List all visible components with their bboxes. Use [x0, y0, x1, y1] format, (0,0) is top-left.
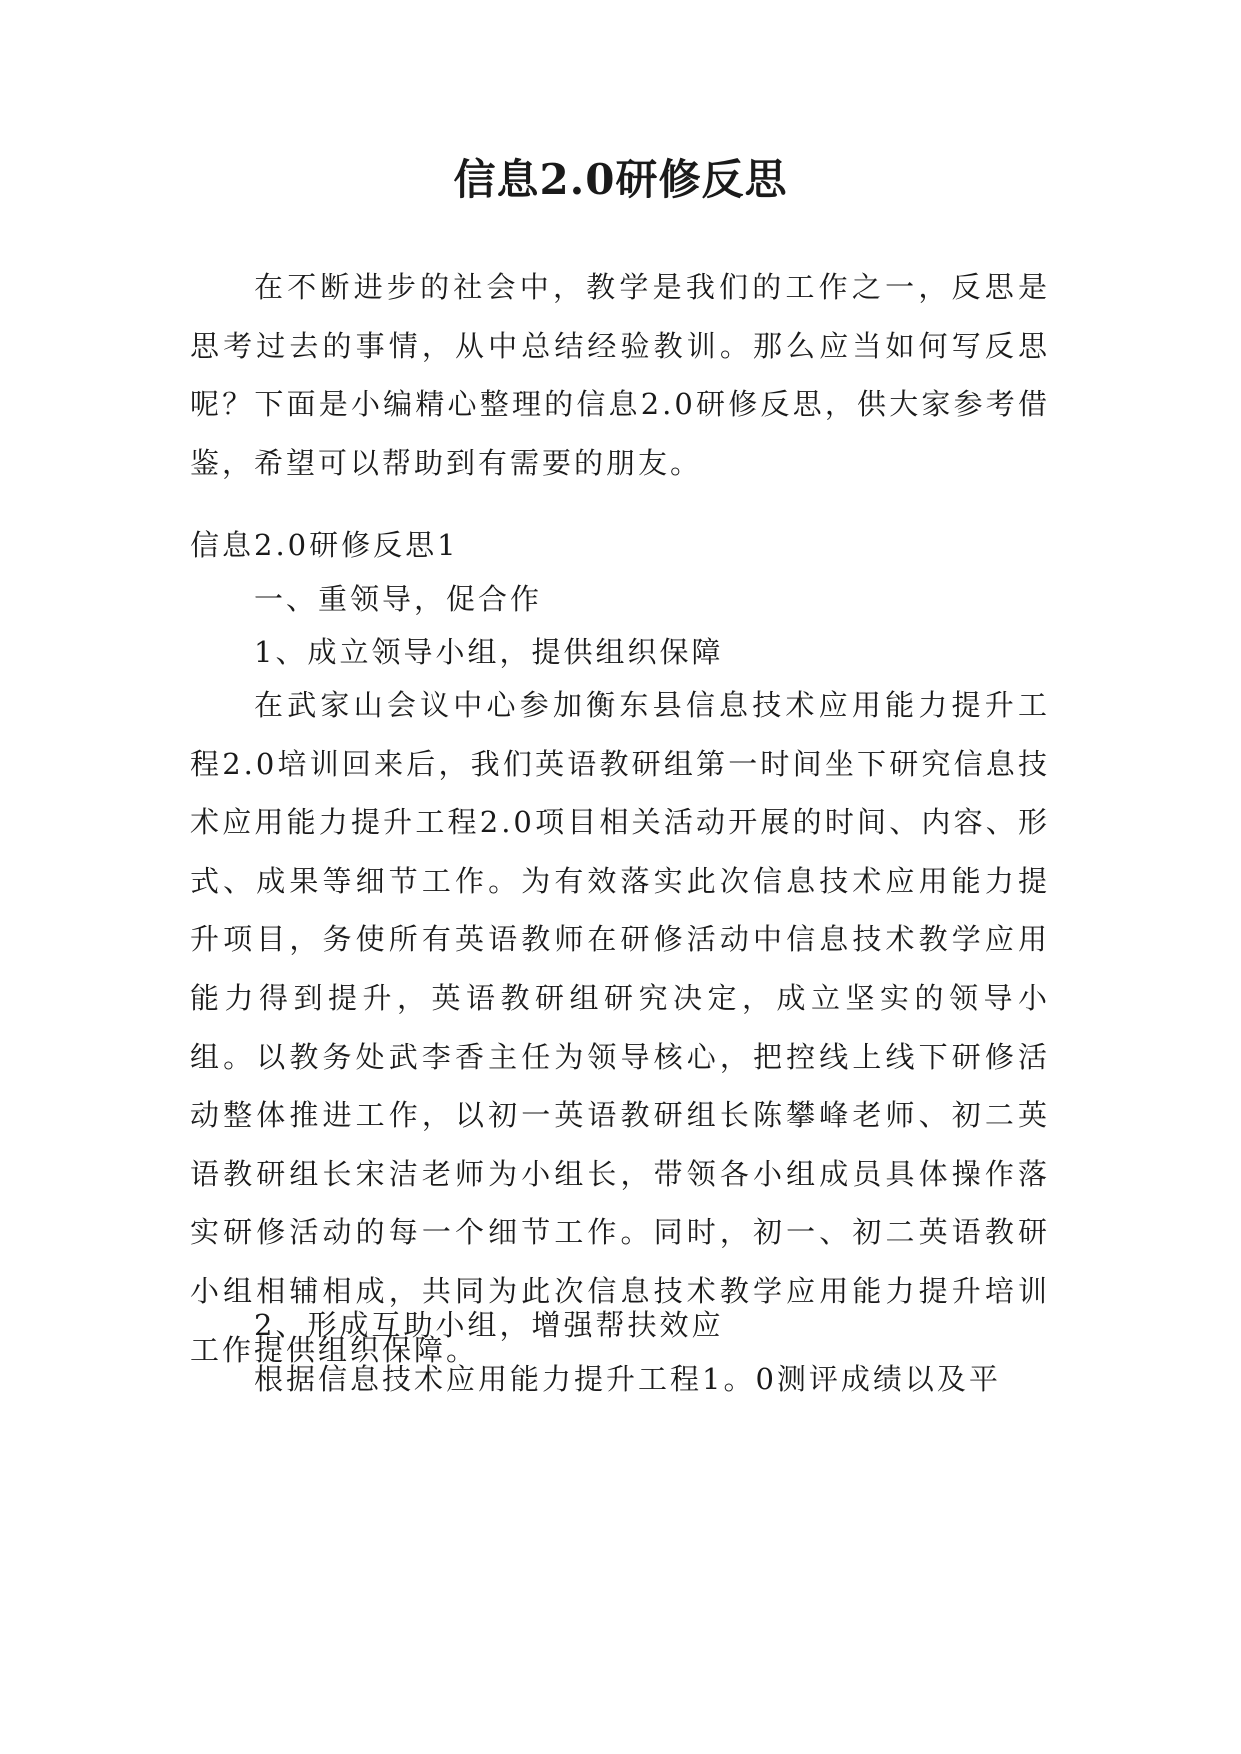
document-title: 信息2.0研修反思 [453, 155, 788, 204]
subheading-2: 2、形成互助小组，增强帮扶效应 [254, 1308, 724, 1342]
body-paragraph-2: 根据信息技术应用能力提升工程1。0测评成绩以及平 [254, 1362, 1001, 1396]
body-paragraph-1: 在武家山会议中心参加衡东县信息技术应用能力提升工程2.0培训回来后，我们英语教研组第一时间坐下研究信息技术应用能力提升工程2.0项目相关活动开展的时间、内容、形式、成果等细节工作。为有效落实此次信息技术应用能力提升项目，务使所有英语教师在研修活动中信息技术教学应用能力得到提升，英语教研组研究决定，成立坚实的领导小组。以教务处武李香主任为领导核心，把控线上线下研修活动整体推进工作，以初一英语教研组长陈攀峰老师、初二英语教研组长宋洁老师为小组长，带领各小组成员具体操作落实研修活动的每一个细节工作。同时，初一、初二英语教研小组相辅相成，共同为此次信息技术教学应用能力提升培训工作提供组织保障。 [190, 688, 1050, 1367]
subheading-1: 1、成立领导小组，提供组织保障 [254, 635, 724, 669]
intro-paragraph: 在不断进步的社会中，教学是我们的工作之一，反思是思考过去的事情，从中总结经验教训。那么应当如何写反思呢？下面是小编精心整理的信息2.0研修反思，供大家参考借鉴，希望可以帮助到有需要的朋友。 [190, 270, 1050, 480]
heading-1: 一、重领导，促合作 [254, 582, 543, 616]
section-heading: 信息2.0研修反思1 [190, 528, 459, 562]
